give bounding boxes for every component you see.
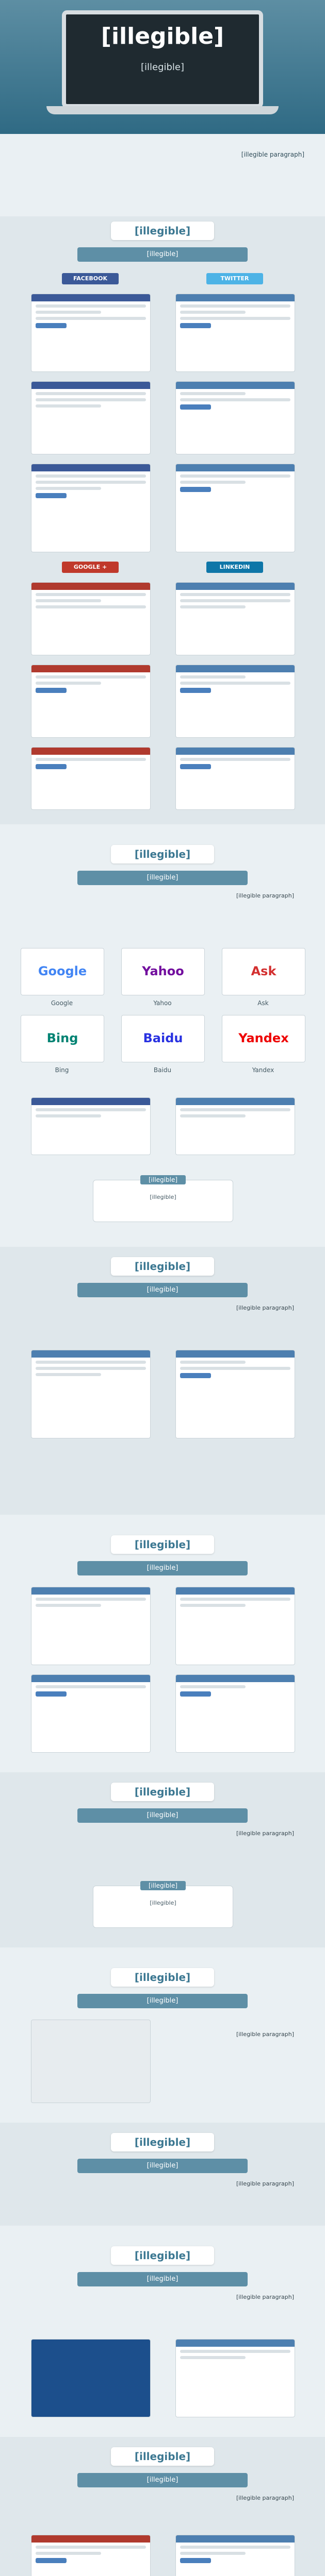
facebook-deactivate-screenshot [31, 464, 151, 552]
note-label: [illegible] [140, 1881, 186, 1890]
facebook-search-screenshot [31, 1097, 151, 1155]
phone-photo [31, 2020, 151, 2103]
intro-paragraph: [illegible paragraph] [241, 151, 304, 158]
linkedin-screenshot-2 [175, 665, 295, 738]
step-7-paragraph: [illegible paragraph] [236, 2180, 294, 2187]
step-9-tag: [illegible] [111, 2447, 214, 2466]
linkedin-screenshot-3 [175, 747, 295, 810]
email-screenshot-1 [31, 2535, 151, 2576]
yandex-logo: Yandex [238, 1031, 289, 1045]
note-text: [illegible] [150, 1900, 176, 1906]
step-8-desc: [illegible] [77, 2272, 248, 2286]
step-5-paragraph: [illegible paragraph] [236, 1830, 294, 1837]
step-2-note [93, 1176, 233, 1222]
step-2-paragraph: [illegible paragraph] [236, 892, 294, 899]
telephone-directory-screenshot [175, 2339, 295, 2417]
yandex-caption: Yandex [252, 1066, 274, 1074]
note-label: [illegible] [140, 1175, 186, 1184]
step-4-screenshot-1 [31, 1587, 151, 1665]
yahoo-logo-card [121, 948, 205, 995]
step-6-desc: [illegible] [77, 1994, 248, 2008]
baidu-logo: Baidu [143, 1031, 183, 1045]
step-2-desc: [illegible] [77, 871, 248, 885]
phone-book-image [31, 2339, 151, 2417]
yandex-logo-card [222, 1015, 305, 1062]
facebook-security-screenshot [31, 381, 151, 454]
twitter-pill: TWITTER [206, 273, 263, 284]
step-4-desc: [illegible] [77, 1561, 248, 1575]
step-9-paragraph: [illegible paragraph] [236, 2495, 294, 2501]
ask-logo: Ask [251, 964, 277, 978]
yahoo-logo: Yahoo [142, 964, 184, 978]
email-screenshot-2 [175, 2535, 295, 2576]
facebook-pill: FACEBOOK [62, 273, 119, 284]
bing-logo: Bing [46, 1031, 78, 1045]
google-plus-screenshot-1 [31, 582, 151, 655]
step-6-tag: [illegible] [111, 1968, 214, 1987]
linkedin-screenshot-1 [175, 582, 295, 655]
step-4-tag: [illegible] [111, 1535, 214, 1554]
step-9-desc: [illegible] [77, 2473, 248, 2487]
baidu-logo-card [121, 1015, 205, 1062]
step-3-desc: [illegible] [77, 1283, 248, 1297]
step-1-desc: [illegible] [77, 247, 248, 262]
step-8-paragraph: [illegible paragraph] [236, 2294, 294, 2300]
hero-title: [illegible] [101, 23, 224, 49]
note-text: [illegible] [150, 1194, 176, 1200]
step-4-screenshot-2 [175, 1587, 295, 1665]
google-plus-pill: GOOGLE + [62, 562, 119, 573]
ask-logo-card [222, 948, 305, 995]
google-plus-screenshot-2 [31, 665, 151, 738]
people-search-screenshot [175, 1097, 295, 1155]
yahoo-caption: Yahoo [153, 999, 172, 1007]
baidu-caption: Baidu [153, 1066, 172, 1074]
ask-caption: Ask [257, 999, 269, 1007]
step-3-tag: [illegible] [111, 1257, 214, 1276]
facebook-settings-screenshot [31, 294, 151, 372]
step-7-desc: [illegible] [77, 2159, 248, 2173]
step-5-tag: [illegible] [111, 1783, 214, 1801]
google-logo: Google [38, 964, 87, 978]
step-7-tag: [illegible] [111, 2133, 214, 2151]
laptop-base [46, 106, 279, 114]
step-4-screenshot-4 [175, 1674, 295, 1753]
step-3-screenshot-1 [31, 1350, 151, 1438]
twitter-settings-screenshot [175, 294, 295, 372]
google-plus-screenshot-3 [31, 747, 151, 810]
step-5-note [93, 1882, 233, 1928]
google-logo-card [21, 948, 104, 995]
step-8-tag: [illegible] [111, 2246, 214, 2265]
twitter-deactivate-screenshot [175, 381, 295, 454]
step-2-tag: [illegible] [111, 845, 214, 863]
step-4-screenshot-3 [31, 1674, 151, 1753]
step-1-tag: [illegible] [111, 222, 214, 240]
bing-caption: Bing [55, 1066, 69, 1074]
linkedin-pill: LINKEDIN [206, 562, 263, 573]
hero-subtitle: [illegible] [140, 62, 185, 73]
twitter-confirm-screenshot [175, 464, 295, 552]
google-caption: Google [51, 999, 73, 1007]
step-5-desc: [illegible] [77, 1808, 248, 1823]
step-3-screenshot-2 [175, 1350, 295, 1438]
step-3-paragraph: [illegible paragraph] [236, 1304, 294, 1311]
step-6-paragraph: [illegible paragraph] [236, 2031, 294, 2038]
bing-logo-card [21, 1015, 104, 1062]
